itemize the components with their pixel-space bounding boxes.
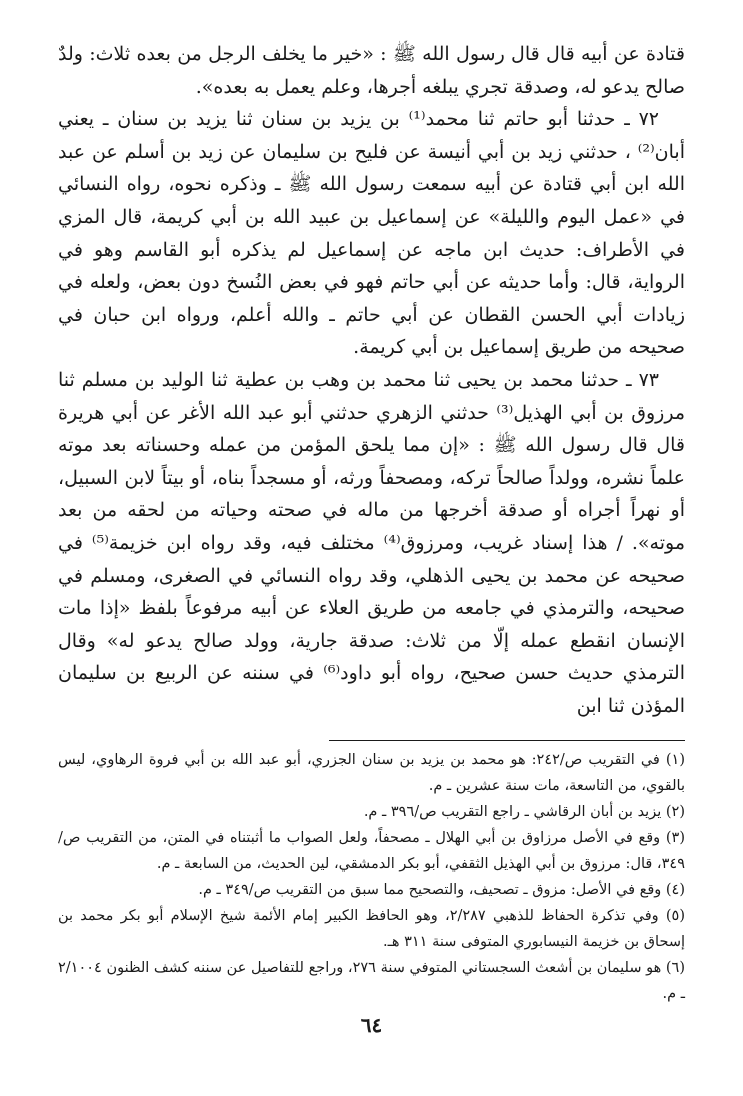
footnote-3: (٣) وقع في الأصل مرزاوق بن أبي الهلال ـ مصحفاً، ولعل الصواب ما أثبتناه في المتن، من التقريب ص/٣٤٩، قال: مرزوق بن أبي الهذيل الثقفي، أبو بكر الدمشقي، لين الحديث، من السابعة ـ م. — [58, 830, 685, 873]
footnote-1: (١) في التقريب ص/٢٤٢: هو محمد بن يزيد بن سنان الجزري، أبو عبد الله بن أبي فروة الرهاوي، ليس بالقوي، من التاسعة، مات سنة عشرين ـ م. — [58, 752, 685, 795]
footnotes — [58, 747, 685, 1007]
main-text — [58, 38, 685, 722]
footnote-divider — [329, 740, 685, 741]
footnote-5: (٥) وفي تذكرة الحفاظ للذهبي ٢/٢٨٧، وهو الحافظ الكبير إمام الأئمة شيخ الإسلام أبو بكر محمد بن إسحاق بن خزيمة النيسابوري المتوفى سنة ٣١١ هـ. — [58, 908, 685, 951]
paragraph-hadith-73: ٧٣ ـ حدثنا محمد بن يحيى ثنا محمد بن وهب بن عطية ثنا الوليد بن مسلم ثنا مرزوق بن أبي الهذيل⁽³⁾ حدثني الزهري حدثني أبو عبد الله الأغر عن أبي هريرة قال قال رسول الله ﷺ : «إن مما يلحق المؤمن من عمله وحسناته بعد موته علماً نشره، وولداً صالحاً تركه، ومصحفاً ورثه، أو مسجداً بناه، أو بيتاً لابن السبيل، أو نهراً أجراه أو صدقة أخرجها من ماله في صحته وحياته من لحقه من بعد موته». / هذا إسناد غريب، ومرزوق⁽⁴⁾ مختلف فيه، وقد رواه ابن خزيمة⁽⁵⁾ في صحيحه عن محمد بن يحيى الذهلي، وقد رواه النسائي في الصغرى، ومسلم في صحيحه، والترمذي في جامعه من طريق العلاء عن أبيه مرفوعاً بلفظ «إذا مات الإنسان انقطع عمله إلّا من ثلاث: صدقة جارية، وولد صالح يدعو له» وقال الترمذي حديث حسن صحيح، رواه أبو داود⁽⁶⁾ في سننه عن الربيع بن سليمان المؤذن ثنا ابن — [58, 368, 686, 717]
paragraph-hadith-72: ٧٢ ـ حدثنا أبو حاتم ثنا محمد⁽¹⁾ بن يزيد بن سنان ثنا يزيد بن سنان ـ يعني أبان⁽²⁾ ، حدثني زيد بن أبي أنيسة عن فليح بن سليمان عن زيد بن أسلم عن عبد الله ابن أبي قتادة عن أبيه سمعت رسول الله ﷺ ـ وذكره نحوه، رواه النسائي في «عمل اليوم والليلة» عن إسماعيل بن عبيد الله بن أبي كريمة، قال المزي في الأطراف: حديث ابن ماجه عن إسماعيل لم يذكره أبو القاسم وهو في الرواية، قال: وأما حديثه عن أبي حاتم فهو في بعض النُسخ دون بعض، ولعله في زيادات أبي الحسن القطان عن أبي حاتم ـ والله أعلم، ورواه ابن حبان في صحيحه من طريق إسماعيل بن أبي كريمة. — [58, 108, 685, 359]
page-number: ٦٤ — [360, 1013, 383, 1037]
paragraph-intro: قتادة عن أبيه قال قال رسول الله ﷺ : «خير ما يخلف الرجل من بعده ثلاث: ولدٌ صالح يدعو له، وصدقة تجري يبلغه أجرها، وعلم يعمل به بعده». — [58, 43, 685, 98]
footnote-6: (٦) هو سليمان بن أشعث السجستاني المتوفي سنة ٢٧٦، وراجع للتفاصيل عن سننه كشف الظنون ٢/١٠٠٤ ـ م. — [58, 960, 685, 1003]
footnote-4: (٤) وقع في الأصل: مزوق ـ تصحيف، والتصحيح مما سبق من التقريب ص/٣٤٩ ـ م. — [198, 882, 685, 899]
footnote-2: (٢) يزيد بن أبان الرقاشي ـ راجع التقريب ص/٣٩٦ ـ م. — [363, 804, 685, 821]
